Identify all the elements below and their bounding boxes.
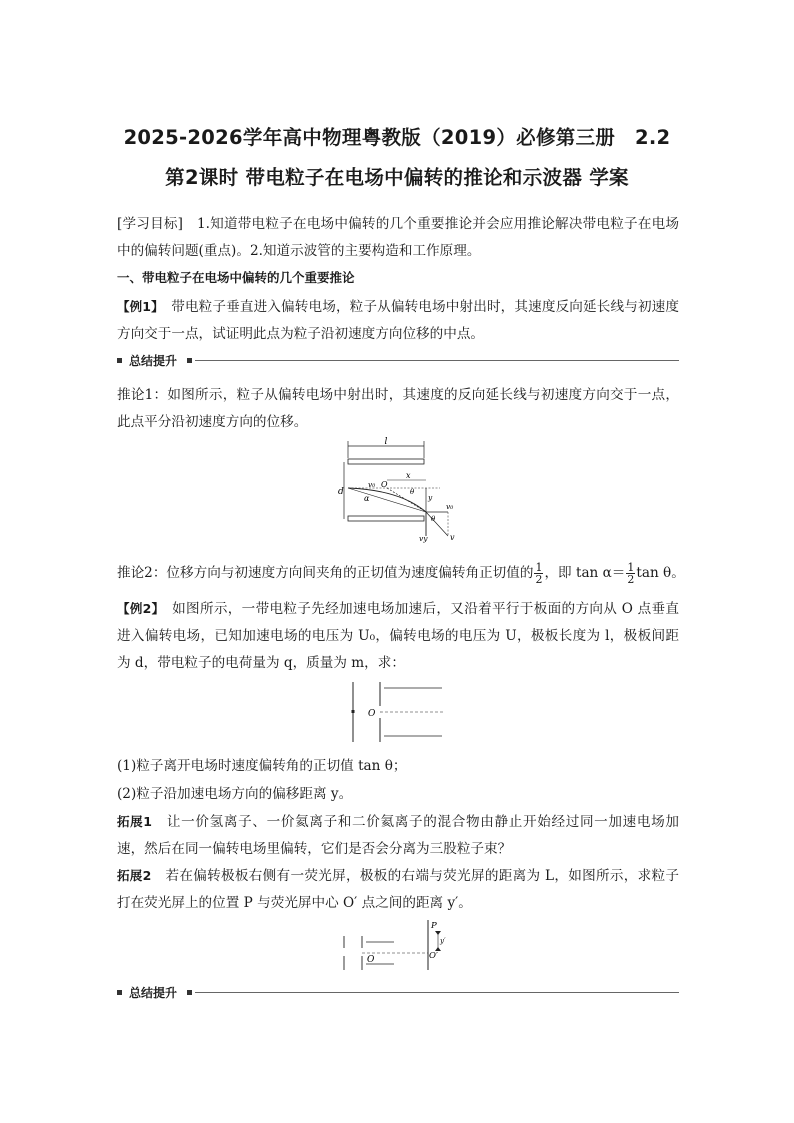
label-v0-right: v₀ xyxy=(446,502,454,511)
doc-title-line1: 2025-2026学年高中物理粤教版（2019）必修第三册 2.2 xyxy=(123,126,671,149)
summary-label: 总结提升 xyxy=(129,354,178,368)
doc-title-line2: 第2课时 带电粒子在电场中偏转的推论和示波器 学案 xyxy=(165,166,629,189)
summary-label: 总结提升 xyxy=(129,986,178,1000)
accel-deflection-figure xyxy=(346,680,448,746)
extension-1-text: 让一价氢离子、一价氦离子和二价氦离子的混合物由静止开始经过同一加速电场加速，然后在同一偏转电场里偏转，它们是否会分离为三股粒子束？ xyxy=(117,814,679,857)
example-2 xyxy=(117,595,679,677)
example-1-text: 带电粒子垂直进入偏转电场，粒子从偏转电场中射出时，其速度反向延长线与初速度方向交于一点，试证明此点为粒子沿初速度方向位移的中点。 xyxy=(117,299,679,342)
learning-objectives xyxy=(117,211,679,265)
inference-2 xyxy=(117,562,685,585)
svg-text:θ: θ xyxy=(431,515,436,523)
summary-divider-2 xyxy=(117,986,679,1000)
objective-tag: [学习目标] xyxy=(117,216,183,232)
label-y-prime: y′ xyxy=(440,937,446,945)
summary-divider-1 xyxy=(117,354,679,368)
deflection-figure xyxy=(330,436,470,544)
example-2-tag: 【例2】 xyxy=(117,601,159,616)
label-alpha: α xyxy=(364,494,370,503)
screen-figure xyxy=(340,918,452,974)
label-vy: vy xyxy=(419,534,428,543)
fraction-half: $\frac{1}{2}$ xyxy=(535,561,543,586)
label-theta: θ xyxy=(410,488,415,496)
question-1: (1)粒子离开电场时速度偏转角的正切值 tan θ； xyxy=(117,758,407,774)
label-l: l xyxy=(384,437,388,447)
label-x: x xyxy=(406,471,411,480)
example-2-text: 如图所示，一带电粒子先经加速电场加速后，又沿着平行于板面的方向从 O 点垂直进入偏转电场，已知加速电场的电压为 U₀，偏转电场的电压为 U，极板长度为 l，极板间距为 d，带电粒子的电荷量为 q，质量为 m，求： xyxy=(117,601,679,671)
inference-2-post: tan θ。 xyxy=(636,565,685,581)
label-y: y xyxy=(428,493,433,502)
question-2: (2)粒子沿加速电场方向的偏移距离 y。 xyxy=(117,786,353,802)
divider-line xyxy=(195,992,679,993)
label-v0: v₀ xyxy=(368,480,376,489)
bullet-square-icon xyxy=(117,990,122,995)
extension-1 xyxy=(117,808,679,863)
inference-2-mid: ，即 tan α＝ xyxy=(544,565,626,581)
lower-plate xyxy=(348,516,424,521)
bullet-square-icon xyxy=(117,358,122,363)
label-P: P xyxy=(431,921,437,931)
fraction-half-2: $\frac{1}{2}$ xyxy=(627,561,635,586)
extension-2-tag: 拓展2 xyxy=(117,868,152,883)
vector-v xyxy=(426,512,448,536)
label-O-prime: O′ xyxy=(429,951,438,961)
label-O: O xyxy=(367,955,375,965)
label-O: O xyxy=(368,709,376,719)
label-v: v xyxy=(450,533,455,542)
upper-plate xyxy=(348,459,424,464)
inference-1: 推论1：如图所示，粒子从偏转电场中射出时，其速度的反向延长线与初速度方向交于一点，此点平分沿初速度方向的位移。 xyxy=(117,387,679,430)
extension-2 xyxy=(117,862,679,917)
label-O: O xyxy=(381,480,388,489)
extension-2-text: 若在偏转极板右侧有一荧光屏，极板的右端与荧光屏的距离为 L，如图所示，求粒子打在荧光屏上的位置 P 与荧光屏中心 O′ 点之间的距离 y′。 xyxy=(117,868,679,911)
extension-1-tag: 拓展1 xyxy=(117,814,152,829)
bullet-square-icon xyxy=(187,358,192,363)
inference-2-pre: 推论2：位移方向与初速度方向间夹角的正切值为速度偏转角正切值的 xyxy=(117,565,534,581)
example-1 xyxy=(117,293,679,348)
reverse-extension xyxy=(387,488,426,512)
section-heading-1: 一、带电粒子在电场中偏转的几个重要推论 xyxy=(117,270,355,285)
divider-line xyxy=(195,360,679,361)
objective-text: 1.知道带电粒子在电场中偏转的几个重要推论并会应用推论解决带电粒子在电场中的偏转问题(重点)。2.知道示波管的主要构造和工作原理。 xyxy=(117,216,680,259)
label-d: d xyxy=(338,487,344,497)
bullet-square-icon xyxy=(187,990,192,995)
example-1-tag: 【例1】 xyxy=(117,299,158,314)
